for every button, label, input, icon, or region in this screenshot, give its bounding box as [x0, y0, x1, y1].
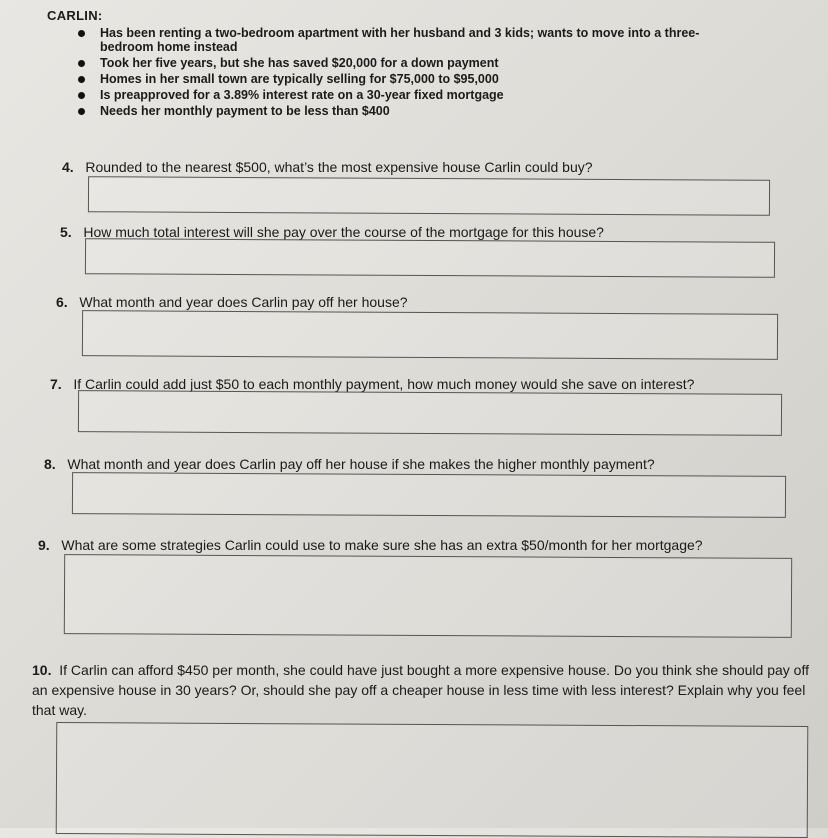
answer-box-6[interactable] — [82, 310, 778, 360]
bullet-dot-icon — [78, 60, 85, 67]
answer-box-9[interactable] — [64, 554, 792, 638]
bullet-item — [70, 104, 750, 118]
bullet-item — [70, 72, 750, 86]
question-text: If Carlin can afford $450 per month, she could have just bought a more expensive house. Do you think she should pay off an expensive house in 30 years? Or, should she pay off a cheaper house in less time with less interest? Explain why you feel that way. — [32, 662, 809, 718]
question-10 — [32, 660, 822, 720]
question-number: 10. — [32, 662, 52, 678]
bullet-text: Needs her monthly payment to be less than $400 — [100, 104, 390, 118]
question-text: What are some strategies Carlin could use to make sure she has an extra $50/month for her mortgage? — [61, 537, 703, 553]
question-9 — [38, 537, 818, 554]
bullet-item — [70, 26, 750, 54]
question-number: 5. — [60, 224, 72, 240]
answer-box-10[interactable] — [56, 722, 809, 838]
bullet-dot-icon — [78, 30, 85, 37]
question-8 — [44, 456, 814, 473]
answer-box-7[interactable] — [78, 390, 782, 436]
bullet-item — [70, 88, 750, 102]
question-number: 9. — [38, 537, 50, 553]
bullet-text: Is preapproved for a 3.89% interest rate on a 30-year fixed mortgage — [100, 88, 504, 102]
bullet-dot-icon — [78, 108, 85, 115]
bullet-text: Has been renting a two-bedroom apartment with her husband and 3 kids; wants to move into a three-bedroom home instead — [100, 26, 700, 54]
answer-box-8[interactable] — [72, 472, 786, 518]
question-text: What month and year does Carlin pay off her house? — [79, 294, 408, 310]
answer-box-5[interactable] — [85, 238, 775, 278]
question-number: 6. — [56, 294, 68, 310]
bullet-dot-icon — [78, 76, 85, 83]
question-number: 8. — [44, 456, 56, 472]
question-text: What month and year does Carlin pay off her house if she makes the higher monthly payment? — [67, 456, 655, 472]
question-text: If Carlin could add just $50 to each monthly payment, how much money would she save on interest? — [73, 376, 695, 392]
question-text: Rounded to the nearest $500, what’s the most expensive house Carlin could buy? — [85, 159, 593, 175]
bullet-list — [70, 26, 750, 120]
bullet-dot-icon — [78, 92, 85, 99]
question-4 — [62, 159, 782, 176]
question-number: 7. — [50, 376, 62, 392]
question-number: 4. — [62, 159, 74, 175]
answer-box-4[interactable] — [88, 176, 770, 216]
bullet-text: Homes in her small town are typically selling for $75,000 to $95,000 — [100, 72, 499, 86]
student-name-heading: CARLIN: — [47, 8, 103, 23]
question-text: How much total interest will she pay over the course of the mortgage for this house? — [83, 224, 604, 240]
bullet-item — [70, 56, 750, 70]
question-6 — [56, 294, 786, 311]
bullet-text: Took her five years, but she has saved $20,000 for a down payment — [100, 56, 499, 70]
